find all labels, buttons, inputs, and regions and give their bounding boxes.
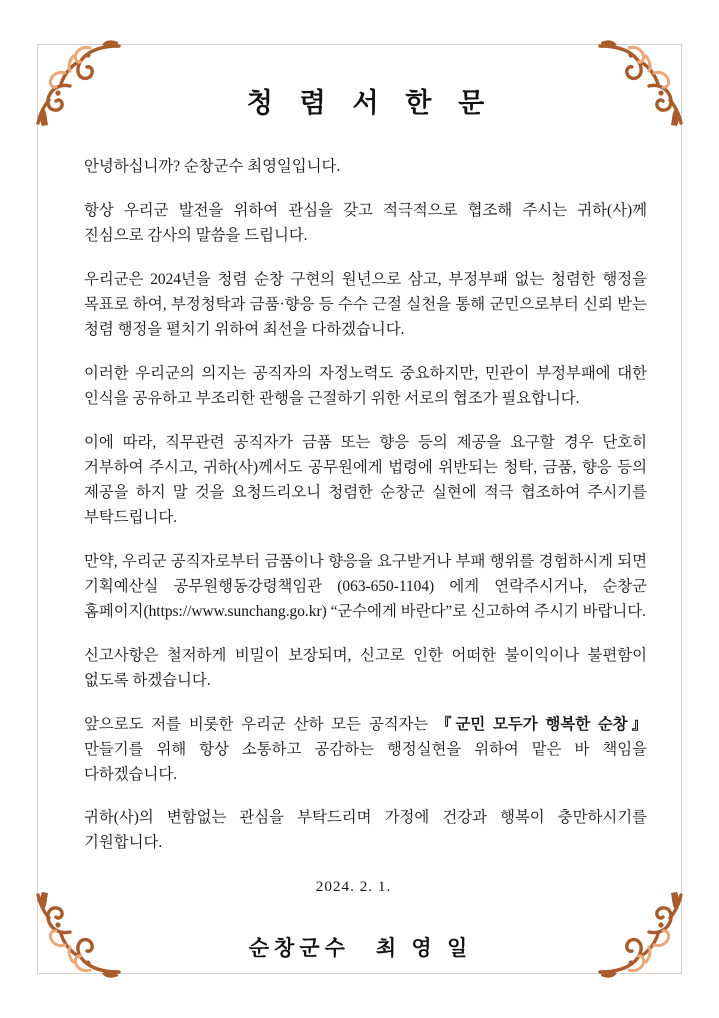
report-text-between: 에게 연락주시거나, 순창군 홈페이지( — [84, 577, 647, 620]
page-title: 청 렴 서 한 문 — [246, 88, 495, 118]
paragraph-report-channel — [84, 550, 647, 625]
letter-body — [84, 155, 647, 962]
signature-name: 최 영 일 — [375, 936, 473, 961]
report-phone-number: (063-650-1104) — [337, 577, 435, 595]
slogan-text-before: 앞으로도 저를 비롯한 우리군 산하 모든 공직자는 — [84, 715, 437, 733]
document-content — [84, 44, 647, 974]
paragraph-closing: 귀하(사)의 변함없는 관심을 부탁드리며 가정에 건강과 행복이 충만하시기를 기원합니다. — [84, 809, 647, 852]
document-date: 2024. 2. 1. — [315, 878, 392, 896]
signature-block — [84, 932, 647, 962]
greeting-paragraph: 안녕하십니까? 순창군수 최영일입니다. — [84, 158, 341, 176]
slogan-highlight: 『군민 모두가 행복한 순창』 — [436, 715, 648, 733]
report-text-before-phone: 만약, 우리군 공직자로부터 금품이나 향응을 요구받거나 부패 행위를 경험하시게 되면 기획예산실 공무원행동강령책임관 — [84, 552, 647, 595]
paragraph-confidentiality: 신고사항은 철저하게 비밀이 보장되며, 신고로 인한 어떠한 불이익이나 불편함이 없도록 하겠습니다. — [84, 646, 647, 689]
signature-office: 순창군수 — [248, 936, 350, 961]
paragraph-cooperation: 이러한 우리군의 의지는 공직자의 자정노력도 중요하지만, 민관이 부정부패에 대한 인식을 공유하고 부조리한 관행을 근절하기 위한 서로의 협조가 필요합니다. — [84, 365, 647, 408]
report-text-after-url: ) “군수에게 바란다”로 신고하여 주시기 바랍니다. — [321, 602, 646, 620]
report-website-url: https://www.sunchang.go.kr — [148, 602, 322, 620]
paragraph-thanks: 항상 우리군 발전을 위하여 관심을 갖고 적극적으로 협조해 주시는 귀하(사)께 진심으로 감사의 말씀을 드립니다. — [84, 202, 647, 245]
slogan-text-after: 만들기를 위해 항상 소통하고 공감하는 행정실현을 위하여 맡은 바 책임을 다하겠습니다. — [84, 740, 647, 783]
paragraph-2024-pledge: 우리군은 2024년을 청렴 순창 구현의 원년으로 삼고, 부정부패 없는 청렴한 행정을 목표로 하여, 부정청탁과 금품·향응 등 수수 근절 실천을 통해 군민으로부터 신뢰 받는 청렴 행정을 펼치기 위하여 최선을 다하겠습니다. — [84, 271, 647, 339]
paragraph-slogan — [84, 713, 647, 788]
paragraph-request: 이에 따라, 직무관련 공직자가 금품 또는 향응 등의 제공을 요구할 경우 단호히 거부하여 주시고, 귀하(사)께서도 공무원에게 법령에 위반되는 청탁, 금품, 향응 등의 제공을 하지 말 것을 요청드리오니 청렴한 순창군 실현에 적극 협조하여 주시기를 부탁드립니다. — [84, 434, 647, 526]
